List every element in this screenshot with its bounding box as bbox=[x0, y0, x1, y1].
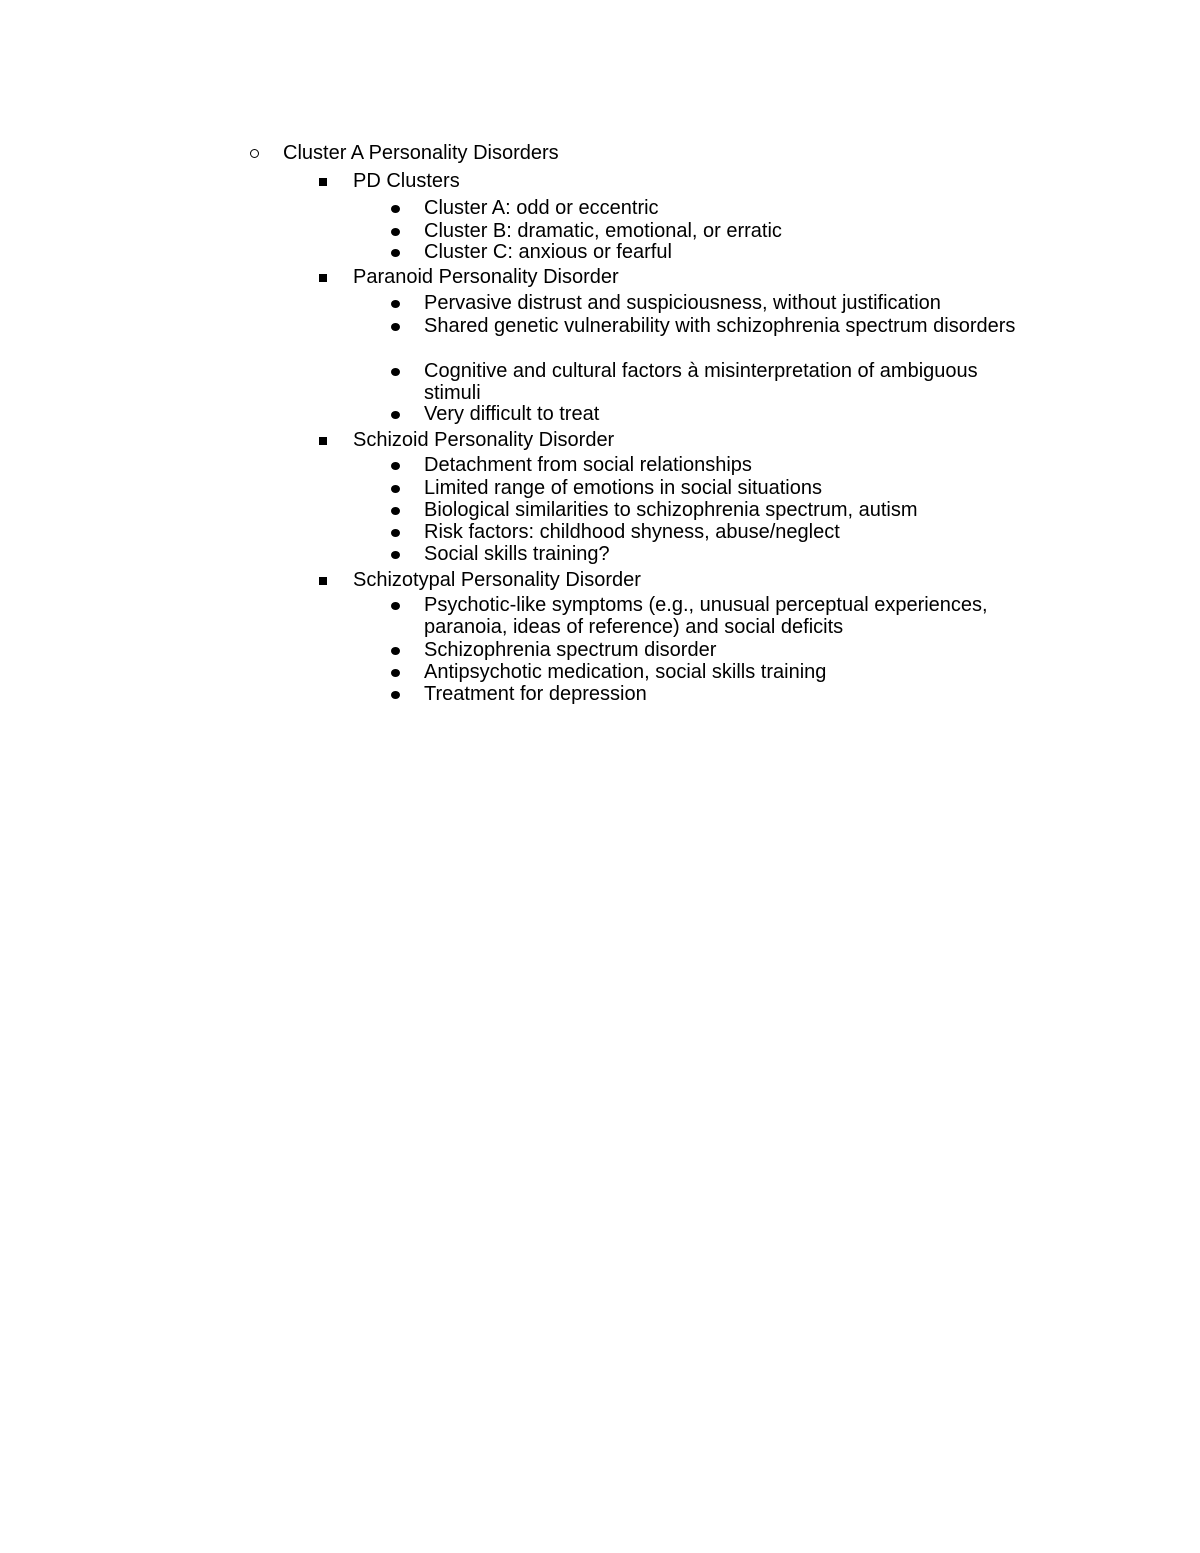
outline-text: Social skills training? bbox=[424, 543, 610, 565]
outline-text: Schizophrenia spectrum disorder bbox=[424, 639, 717, 661]
outline-text: Treatment for depression bbox=[424, 683, 647, 705]
dot-bullet-icon bbox=[391, 228, 400, 236]
dot-bullet-icon bbox=[391, 300, 400, 308]
outline-text: PD Clusters bbox=[353, 170, 460, 192]
outline-text: Cluster A Personality Disorders bbox=[283, 142, 559, 164]
square-bullet-icon bbox=[319, 274, 327, 282]
outline-text: Limited range of emotions in social situations bbox=[424, 477, 822, 499]
outline-text: Antipsychotic medication, social skills training bbox=[424, 661, 827, 683]
dot-bullet-icon bbox=[391, 647, 400, 655]
dot-bullet-icon bbox=[391, 551, 400, 559]
dot-bullet-icon bbox=[391, 205, 400, 213]
dot-bullet-icon bbox=[391, 669, 400, 677]
outline-text: Cognitive and cultural factors à misinterpretation of ambiguous stimuli bbox=[424, 360, 978, 404]
dot-bullet-icon bbox=[391, 462, 400, 470]
dot-bullet-icon bbox=[391, 691, 400, 699]
square-bullet-icon bbox=[319, 178, 327, 186]
square-bullet-icon bbox=[319, 577, 327, 585]
outline-text: Risk factors: childhood shyness, abuse/neglect bbox=[424, 521, 840, 543]
outline-text: Cluster B: dramatic, emotional, or erratic bbox=[424, 220, 782, 242]
dot-bullet-icon bbox=[391, 507, 400, 515]
square-bullet-icon bbox=[319, 437, 327, 445]
outline-text: Pervasive distrust and suspiciousness, without justification bbox=[424, 292, 941, 314]
dot-bullet-icon bbox=[391, 411, 400, 419]
outline-text: Schizotypal Personality Disorder bbox=[353, 569, 641, 591]
dot-bullet-icon bbox=[391, 249, 400, 257]
dot-bullet-icon bbox=[391, 368, 400, 376]
outline-text: Biological similarities to schizophrenia spectrum, autism bbox=[424, 499, 918, 521]
dot-bullet-icon bbox=[391, 529, 400, 537]
outline-text: Paranoid Personality Disorder bbox=[353, 266, 619, 288]
outline-text: Psychotic-like symptoms (e.g., unusual perceptual experiences, paranoia, ideas of reference) and social deficits bbox=[424, 594, 988, 638]
dot-bullet-icon bbox=[391, 485, 400, 493]
outline-text: Detachment from social relationships bbox=[424, 454, 752, 476]
dot-bullet-icon bbox=[391, 323, 400, 331]
outline-text: Cluster A: odd or eccentric bbox=[424, 197, 659, 219]
hollow-circle-bullet-icon bbox=[250, 149, 259, 158]
outline-text: Cluster C: anxious or fearful bbox=[424, 241, 672, 263]
outline-text: Very difficult to treat bbox=[424, 403, 600, 425]
outline-text: Shared genetic vulnerability with schizophrenia spectrum disorders bbox=[424, 315, 1016, 337]
dot-bullet-icon bbox=[391, 602, 400, 610]
outline-text: Schizoid Personality Disorder bbox=[353, 429, 615, 451]
